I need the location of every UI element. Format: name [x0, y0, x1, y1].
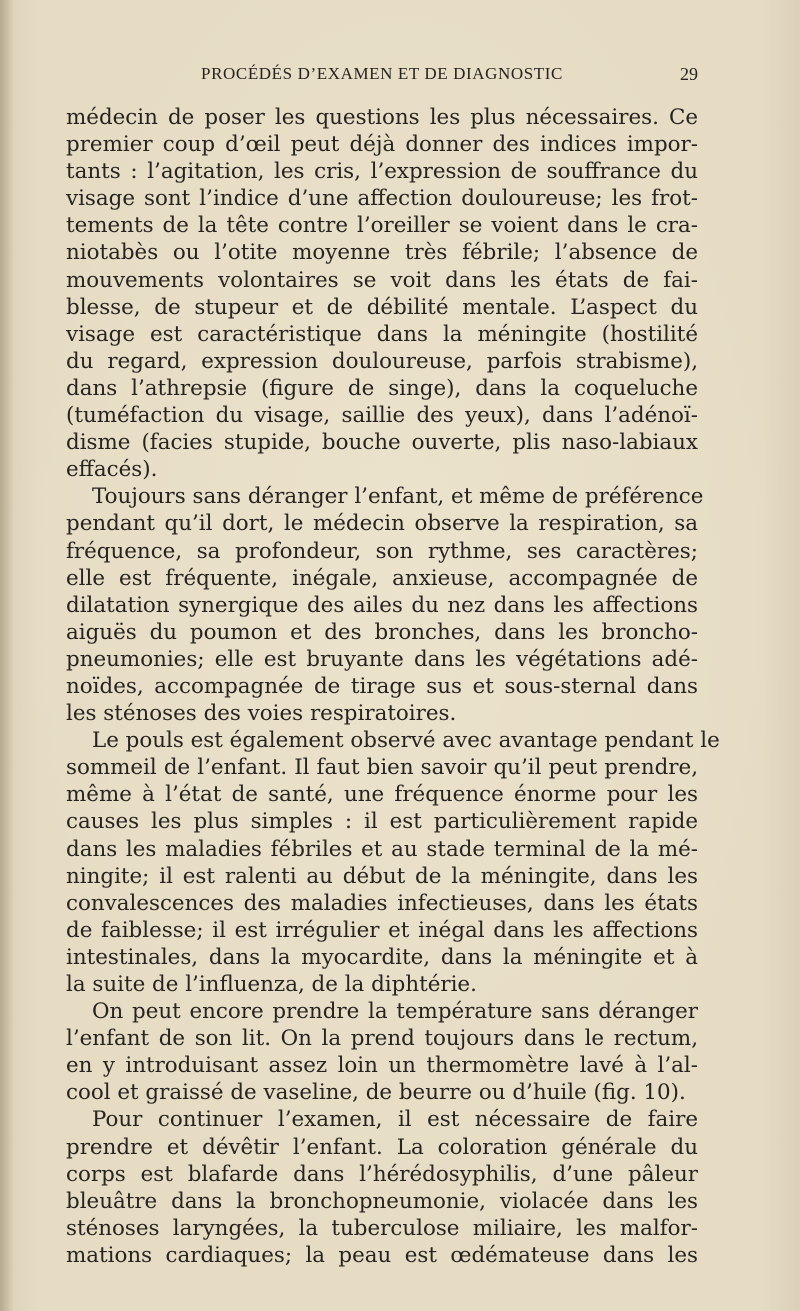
text-line: la suite de l’influenza, de la diphtérie.	[66, 972, 477, 997]
text-line: même à l’état de santé, une fréquence énorme pour les	[66, 782, 698, 808]
page-binding-edge	[0, 0, 14, 1311]
text-line: dans l’athrepsie (figure de singe), dans la coqueluche	[66, 375, 698, 401]
text-line: ningite; il est ralenti au début de la méningite, dans les	[66, 863, 698, 889]
text-line: intestinales, dans la myocardite, dans la méningite et à	[66, 944, 698, 970]
text-line: disme (facies stupide, bouche ouverte, plis naso-labiaux	[66, 430, 698, 456]
running-header	[66, 62, 698, 90]
text-line: sommeil de l’enfant. Il faut bien savoir qu’il peut prendre,	[66, 755, 698, 781]
text-line: blesse, de stupeur et de débilité mentale. L’aspect du	[66, 294, 698, 320]
text-line: Le pouls est également observé avec avantage pendant le	[92, 728, 720, 754]
text-line: en y introduisant assez loin un thermomètre lavé à l’al-	[66, 1053, 698, 1079]
text-line: prendre et dévêtir l’enfant. La coloration générale du	[66, 1134, 698, 1160]
text-line: tants : l’agitation, les cris, l’expression de souffrance du	[66, 159, 698, 185]
text-line: noïdes, accompagnée de tirage sus et sous-sternal dans	[66, 673, 698, 699]
text-line: causes les plus simples : il est particulièrement rapide	[66, 809, 698, 835]
paragraph-interrogation	[66, 104, 698, 483]
page-number: 29	[680, 64, 698, 84]
text-line: premier coup d’œil peut déjà donner des indices impor-	[66, 132, 698, 158]
text-line: mouvements volontaires se voit dans les états de fai-	[66, 267, 698, 293]
text-line: (tuméfaction du visage, saillie des yeux), dans l’adénoï-	[66, 403, 698, 429]
text-line: mations cardiaques; la peau est œdémateuse dans les	[66, 1242, 698, 1268]
text-line: les sténoses des voies respiratoires.	[66, 701, 457, 727]
text-line: Pour continuer l’examen, il est nécessaire de faire	[92, 1107, 698, 1133]
text-line: On peut encore prendre la température sans déranger	[92, 999, 698, 1025]
text-line: aiguës du poumon et des bronches, dans les broncho-	[66, 619, 698, 645]
paragraph-pouls	[66, 727, 720, 998]
page-body	[66, 104, 720, 1269]
paragraph-coloration	[66, 1106, 698, 1269]
paragraph-temperature	[66, 998, 698, 1106]
text-line: convalescences des maladies infectieuses, dans les états	[66, 890, 698, 916]
text-line: cool et graissé de vaseline, de beurre ou d’huile (fig. 10).	[66, 1080, 686, 1106]
text-line: dans les maladies fébriles et au stade terminal de la mé-	[66, 836, 698, 862]
text-line: sténoses laryngées, la tuberculose miliaire, les malfor-	[66, 1215, 698, 1241]
text-line: visage est caractéristique dans la méningite (hostilité	[66, 321, 698, 347]
text-line: Toujours sans déranger l’enfant, et même de préférence	[92, 484, 704, 510]
text-line: dilatation synergique des ailes du nez dans les affections	[66, 592, 698, 618]
text-line: pneumonies; elle est bruyante dans les végétations adé-	[66, 646, 698, 672]
text-line: fréquence, sa profondeur, son rythme, ses caractères;	[66, 538, 698, 564]
text-line: elle est fréquente, inégale, anxieuse, accompagnée de	[66, 565, 698, 591]
text-line: l’enfant de son lit. On la prend toujours dans le rectum,	[66, 1026, 698, 1052]
running-title: PROCÉDÉS D’EXAMEN ET DE DIAGNOSTIC	[201, 64, 563, 83]
text-line: de faiblesse; il est irrégulier et inégal dans les affections	[66, 917, 698, 943]
text-line: médecin de poser les questions les plus nécessaires. Ce	[66, 105, 698, 130]
text-line: du regard, expression douloureuse, parfois strabisme),	[66, 348, 698, 374]
text-line: effacés).	[66, 457, 158, 483]
text-line: pendant qu’il dort, le médecin observe la respiration, sa	[66, 511, 698, 537]
text-line: niotabès ou l’otite moyenne très fébrile; l’absence de	[66, 240, 698, 266]
text-line: tements de la tête contre l’oreiller se voient dans le cra-	[66, 213, 698, 239]
text-line: bleuâtre dans la bronchopneumonie, violacée dans les	[66, 1188, 698, 1214]
text-line: corps est blafarde dans l’hérédosyphilis, d’une pâleur	[66, 1161, 698, 1187]
paragraph-respiration	[66, 483, 704, 727]
text-line: visage sont l’indice d’une affection douloureuse; les frot-	[66, 186, 698, 212]
